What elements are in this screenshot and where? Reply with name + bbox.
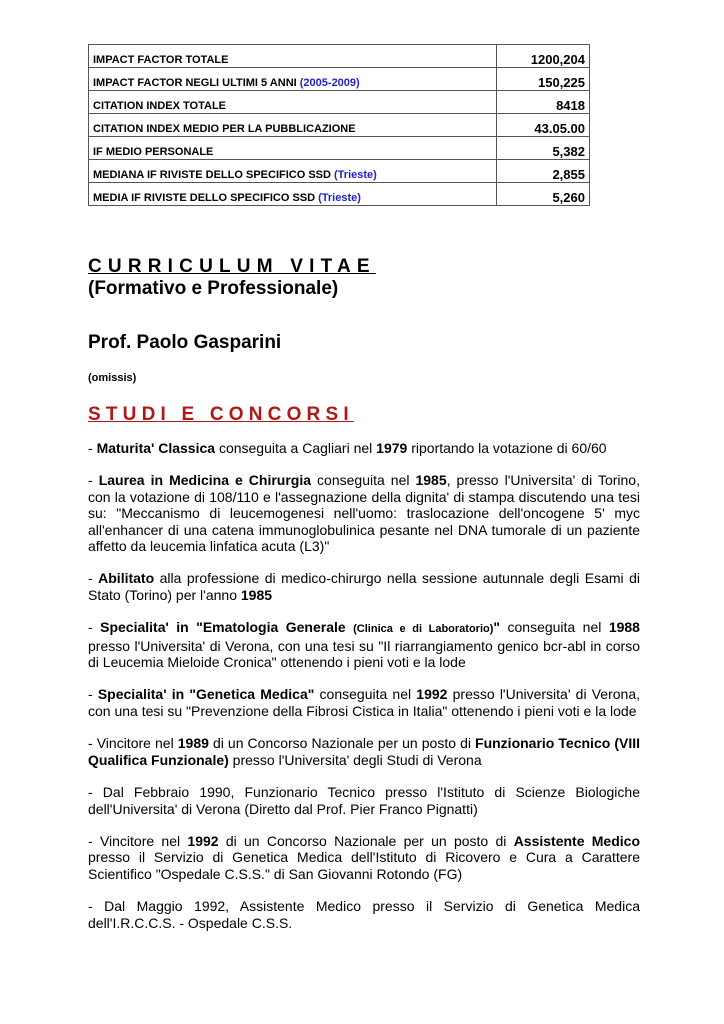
entry-text: conseguita nel bbox=[311, 472, 416, 489]
entry-text: - bbox=[88, 619, 101, 636]
entry-bold-text: Specialita' in "Genetica Medica" bbox=[97, 686, 315, 703]
metric-label bbox=[89, 183, 497, 206]
metric-label-text: CITATION INDEX MEDIO PER LA PUBBLICAZIONE bbox=[93, 123, 356, 135]
metrics-row bbox=[89, 160, 590, 183]
entry-text: - Dal Maggio 1992, Assistente Medico presso il Servizio di Genetica Medica dell'I.R.C.C.S. - Ospedale C.S.S. bbox=[88, 898, 640, 931]
entry-bold-text: 1988 bbox=[608, 619, 640, 636]
entry-text: - bbox=[88, 686, 98, 703]
metric-label bbox=[89, 45, 497, 68]
entry-bold-text: 1985 bbox=[240, 586, 273, 603]
cv-subtitle: (Formativo e Professionale) bbox=[88, 278, 339, 299]
person-name: Prof. Paolo Gasparini bbox=[88, 332, 282, 353]
metric-value: 5,382 bbox=[497, 137, 590, 160]
entry-text: - bbox=[88, 472, 99, 489]
metric-value: 8418 bbox=[497, 91, 590, 114]
metric-label bbox=[89, 91, 497, 114]
metrics-row bbox=[89, 137, 590, 160]
entry-bold-text: " bbox=[493, 619, 501, 636]
entry-text: conseguita nel bbox=[314, 686, 417, 703]
metric-value: 2,855 bbox=[497, 160, 590, 183]
entry-text: conseguita a Cagliari nel bbox=[215, 440, 377, 456]
entry-text: - bbox=[88, 570, 99, 587]
metric-value: 150,225 bbox=[497, 68, 590, 91]
omissis-note: (omissis) bbox=[88, 372, 137, 384]
metric-label-text: IMPACT FACTOR NEGLI ULTIMI 5 ANNI bbox=[93, 77, 297, 89]
metric-label bbox=[89, 137, 497, 160]
studi-entry bbox=[88, 735, 640, 768]
entry-text: - Dal Febbraio 1990, Funzionario Tecnico presso l'Istituto di Scienze Biologiche dell'Universita' di Verona (Diretto dal Prof. Pier Franco Pignatti) bbox=[88, 784, 640, 817]
studi-entries bbox=[88, 440, 640, 931]
entry-text: presso l'Universita' di Verona, con una tesi su "Il riarrangiamento genico bcr-abl in corso di Leucemia Mieloide Cronica" ottenendo i pieni voti e la lode bbox=[88, 637, 640, 671]
cv-title: CURRICULUM VITAE bbox=[88, 256, 376, 277]
entry-text: , presso l'Universita' di Torino, con la votazione di 108/110 e l'assegnazione della dignita' di stampa discutendo una tesi su: "Meccanismo di leucemogenesi nell'uomo: traslocazione dell'oncogene 5' myc all'enhancer di una catena immunoglobulinica pesante nel DNA tumorale di un paziente affetto da leucemia linfatica acuta (L3)" bbox=[88, 472, 640, 555]
document-page bbox=[88, 44, 640, 947]
metrics-row bbox=[89, 68, 590, 91]
entry-bold-text: Laurea in Medicina e Chirurgia bbox=[98, 472, 312, 489]
studi-entry bbox=[88, 833, 640, 882]
metrics-row bbox=[89, 45, 590, 68]
studi-entry bbox=[88, 784, 640, 817]
studi-entry bbox=[88, 472, 640, 554]
entry-bold-text: 1992 bbox=[416, 686, 448, 703]
studi-entry bbox=[88, 570, 640, 603]
entry-bold-text: Funzionario Tecnico (VIII Qualifica Funzionale) bbox=[88, 735, 641, 768]
metrics-row bbox=[89, 91, 590, 114]
studi-entry bbox=[88, 619, 640, 670]
metric-label-text: IF MEDIO PERSONALE bbox=[93, 146, 214, 158]
metric-label bbox=[89, 160, 497, 183]
metric-label-text: MEDIA IF RIVISTE DELLO SPECIFICO SSD bbox=[93, 192, 316, 204]
entry-text: presso l'Universita' di Verona, con una tesi su "Prevenzione della Fibrosi Cistica in Italia" ottenendo i pieni voti e la lode bbox=[88, 686, 641, 719]
metrics-table bbox=[88, 44, 590, 206]
studi-entry bbox=[88, 440, 640, 456]
metrics-row bbox=[89, 114, 590, 137]
metric-label bbox=[89, 68, 497, 91]
entry-bold-text: 1992 bbox=[187, 832, 219, 849]
entry-bold-text: Maturita' Classica bbox=[96, 440, 216, 456]
metric-value: 1200,204 bbox=[497, 45, 590, 68]
entry-bold-text: 1989 bbox=[177, 735, 209, 752]
metric-label-text: IMPACT FACTOR TOTALE bbox=[93, 54, 229, 66]
entry-text: presso il Servizio di Genetica Medica dell'Istituto di Ricovero e Cura a Carattere Scientifico "Ospedale C.S.S." di San Giovanni Rotondo (FG) bbox=[88, 849, 640, 882]
entry-text: presso l'Universita' degli Studi di Verona bbox=[228, 751, 482, 768]
studi-entry bbox=[88, 898, 640, 931]
entry-bold-text: Abilitato bbox=[98, 570, 155, 587]
entry-text: - Vincitore nel bbox=[88, 735, 178, 752]
entry-bold-text: (Clinica e di Laboratorio) bbox=[353, 623, 494, 636]
entry-text: - bbox=[88, 440, 97, 456]
metric-label-text: MEDIANA IF RIVISTE DELLO SPECIFICO SSD bbox=[93, 169, 331, 181]
metric-note: (2005-2009) bbox=[299, 77, 360, 89]
metric-note: (Trieste) bbox=[334, 169, 377, 181]
studi-entry bbox=[88, 686, 640, 719]
entry-text: riportando la votazione di 60/60 bbox=[407, 440, 607, 456]
metric-value: 43.05.00 bbox=[497, 114, 590, 137]
entry-bold-text: 1979 bbox=[376, 440, 408, 456]
section-heading-studi: STUDI E CONCORSI bbox=[88, 404, 354, 425]
entry-bold-text: 1985 bbox=[415, 472, 447, 489]
metric-note: (Trieste) bbox=[318, 192, 361, 204]
metrics-row bbox=[89, 183, 590, 206]
entry-text: alla professione di medico-chirurgo nella sessione autunnale degli Esami di Stato (Torino) per l'anno bbox=[88, 570, 640, 603]
entry-bold-text: Assistente Medico bbox=[513, 832, 641, 849]
metric-label bbox=[89, 114, 497, 137]
metric-value: 5,260 bbox=[497, 183, 590, 206]
entry-text: conseguita nel bbox=[500, 619, 609, 636]
metric-label-text: CITATION INDEX TOTALE bbox=[93, 100, 227, 112]
entry-text: di un Concorso Nazionale per un posto di bbox=[218, 832, 514, 849]
entry-bold-text: Specialita' in "Ematologia Generale bbox=[100, 619, 354, 636]
entry-text: - Vincitore nel bbox=[88, 832, 188, 849]
entry-text: di un Concorso Nazionale per un posto di bbox=[208, 735, 476, 752]
